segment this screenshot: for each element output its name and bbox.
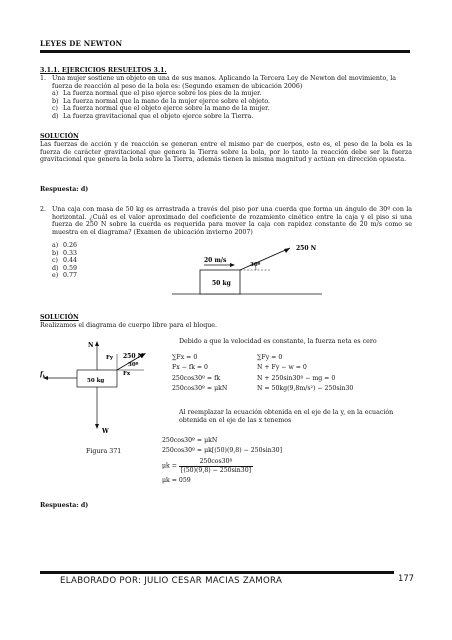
y-axis-equations	[257, 353, 353, 395]
fbd-friction-subscript: k	[42, 373, 46, 379]
fraction	[179, 458, 253, 475]
substitution-note: Al reemplazar la ecuación obtenida en el eje de la y, en la ecuación obtenida en el eje de las x tenemos	[179, 409, 394, 424]
solution-1-title: SOLUCIÓN	[40, 133, 79, 140]
fbd-n-label: N	[88, 342, 94, 349]
q2-text: Una caja con masa de 50 kg es arrastrada a través del piso por una cuerda que forma un ángulo de 30º con la horizontal. ¿Cuál es el valor aproximado del coeficiente de rozamiento cinético entre la caja y el piso si una fuerza de 250 N sobre la cuerda es requerida para mover la caja con rapidez constante de 20 m/s como se muestra en el diagrama? (Examen de ubicación invierno 2007)	[52, 206, 412, 236]
question-1	[40, 75, 412, 121]
footer-rule	[40, 571, 394, 574]
figure-caption: Figura 371	[86, 448, 122, 455]
q1-option-text: La fuerza normal que el objeto ejerce sobre la mano de la mujer.	[63, 105, 270, 113]
q2-option-text: 0.26	[63, 242, 78, 249]
header-rule	[40, 50, 410, 53]
answer-2: Respuesta: d)	[40, 502, 89, 509]
equation: N + 250sin30º − mg = 0	[257, 374, 336, 382]
q2-option-letter: b)	[52, 249, 59, 257]
q1-number: 1.	[40, 75, 47, 82]
answer-1: Respuesta: d)	[40, 186, 89, 193]
equation: 250cos30º = μk[(50)(9,8) − 250sin30]	[162, 447, 282, 455]
equation: ∑Fy = 0	[257, 354, 283, 361]
q1-option-text: La fuerza gravitacional que el objeto ejerce sobre la Tierra.	[63, 112, 254, 120]
fbd-w-label: W	[102, 428, 109, 435]
q2-diagram	[172, 242, 322, 300]
final-equations	[162, 436, 282, 486]
fraction-denominator: [(50)(9,8) − 250sin30]	[180, 466, 252, 474]
equation: 250cos30º = μkN	[172, 385, 228, 393]
normal-arrowhead	[95, 341, 99, 346]
solution-2-intro: Realizamos el diagrama de cuerpo libre para el bloque.	[40, 322, 218, 329]
q1-option-letter: d)	[52, 112, 59, 120]
equation: Fx − fk = 0	[172, 364, 208, 372]
fbd-fx-label: Fx	[123, 371, 131, 377]
q2-option-text: 0.44	[63, 257, 78, 265]
mass-label: 50 kg	[212, 280, 231, 287]
free-body-diagram	[40, 333, 165, 445]
q1-option-letter: c)	[52, 105, 58, 113]
net-force-note: Debido a que la velocidad es constante, la fuerza neta es cero	[179, 338, 377, 345]
solution-1-body: Las fuerzas de acción y de reacción se generan entre el mismo par de cuerpos, esto es, el peso de la bola es la fuerza de carácter gravitacional que genera la Tierra sobre la bola, por lo tanto la reacción debe ser la fuerza gravitacional que genera la bola sobre la Tierra, además tienen la misma magnitud y actúan en dirección opuesta.	[40, 141, 412, 164]
q1-option-text: La fuerza normal que el piso ejerce sobre los pies de la mujer.	[63, 90, 262, 98]
angle-label: 30º	[250, 262, 261, 268]
section-title: 3.1.1. EJERCICIOS RESUELTOS 3.1.	[40, 67, 167, 74]
q1-option-letter: b)	[52, 97, 59, 105]
q2-option-letter: c)	[52, 257, 58, 265]
page-number: 177	[398, 573, 414, 583]
x-axis-equations	[172, 353, 227, 395]
fbd-mass-label: 50 kg	[87, 378, 105, 384]
equation: 250cos30º = μkN	[162, 437, 218, 444]
question-2	[40, 206, 412, 236]
rope-arrow	[240, 248, 290, 270]
q2-option-letter: a)	[52, 242, 59, 249]
fbd-fy-label: Fy	[106, 355, 114, 361]
q2-option-text: 0.33	[63, 249, 78, 257]
equation: 250cos30º = fk	[172, 374, 221, 382]
weight-arrowhead	[95, 424, 99, 429]
speed-label: 20 m/s	[204, 257, 227, 264]
equation: N + Fy − w = 0	[257, 364, 307, 372]
fbd-friction-symbol: f	[40, 371, 43, 378]
fraction-numerator: 250cos30º	[179, 458, 253, 467]
rope-arrowhead	[284, 248, 290, 253]
fbd-friction-label	[40, 371, 46, 379]
equation-result: μk = 059	[162, 476, 191, 484]
q1-option-text: La fuerza normal que la mano de la mujer ejerce sobre el objeto.	[63, 97, 271, 105]
q1-option-letter: a)	[52, 90, 59, 98]
q2-options	[52, 242, 77, 280]
equation: N = 50kg(9,8m/s²) − 250sin30	[257, 385, 354, 393]
velocity-arrowhead	[230, 263, 235, 267]
q2-option-letter: d)	[52, 264, 59, 272]
force-label: 250 N	[296, 245, 317, 252]
equation: ∑Fx = 0	[172, 354, 198, 361]
solution-2-title: SOLUCIÓN	[40, 314, 79, 321]
equation-fraction	[162, 458, 282, 475]
q2-option-letter: e)	[52, 272, 59, 280]
q2-option-text: 0.77	[63, 272, 78, 280]
footer-author: ELABORADO POR: JULIO CESAR MACIAS ZAMORA	[60, 576, 283, 586]
q2-number: 2.	[40, 206, 47, 213]
q2-option-text: 0.59	[63, 264, 78, 272]
mu-label: μk =	[162, 462, 177, 470]
page-header: LEYES DE NEWTON	[40, 39, 123, 48]
fbd-force-label: 250 N	[123, 353, 144, 360]
fbd-angle-label: 30º	[128, 362, 139, 368]
q1-text: Una mujer sostiene un objeto en una de sus manos. Aplicando la Tercera Ley de Newton del movimiento, la fuerza de reacción al peso de la bola es: (Segundo examen de ubicación 2006)	[52, 75, 397, 90]
